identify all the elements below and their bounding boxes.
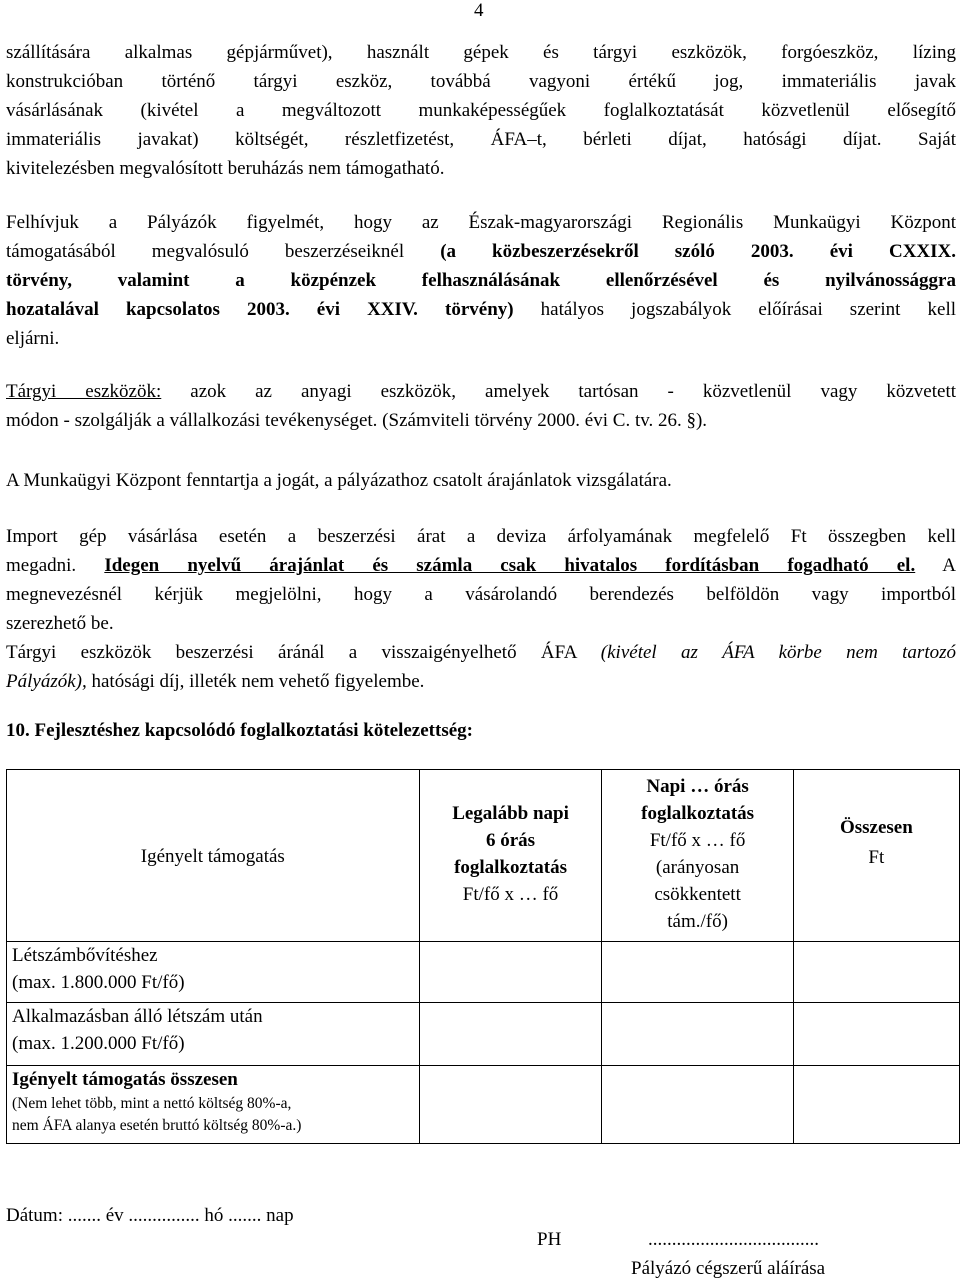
text-line: vásárlásának (kivétel a megváltozott munkaképességűek foglalkoztatását közvetlenül elősegítő	[6, 100, 956, 121]
date-line: Dátum: ....... év ............... hó ....... nap	[6, 1205, 294, 1226]
text-plain: A	[942, 555, 957, 576]
row-label	[7, 1066, 420, 1144]
header-line: Legalább napi	[452, 803, 569, 824]
paragraph-eligibility	[6, 38, 956, 183]
text-line	[6, 377, 956, 406]
text-plain: azok az anyagi eszközök, amelyek tartósan - közvetlenül vagy közvetett	[190, 381, 957, 402]
text-line: A Munkaügyi Központ fenntartja a jogát, a pályázathoz csatolt árajánlatok vizsgálatára.	[6, 470, 672, 491]
text-line: immateriális javakat) költségét, részletfizetést, ÁFA–t, bérleti díjat, hatósági díjat. Saját	[6, 129, 956, 150]
row-line: (max. 1.800.000 Ft/fő)	[12, 972, 185, 993]
table-row	[7, 1003, 960, 1066]
stamp-label: PH	[537, 1229, 562, 1250]
text-plain: támogatásából megvalósuló beszerzéseiknél	[6, 241, 405, 262]
header-line: Ft/fő x … fő	[649, 830, 746, 851]
text-line: Import gép vásárlása esetén a beszerzési árat a deviza árfolyamának megfelelő Ft összegben kell	[6, 526, 956, 547]
section-heading: 10. Fejlesztéshez kapcsolódó foglalkoztatási kötelezettség:	[6, 720, 473, 741]
header-daily-hours	[602, 770, 793, 942]
table-row	[7, 1066, 960, 1144]
row-line: (max. 1.200.000 Ft/fő)	[12, 1033, 185, 1054]
definition-term: Tárgyi eszközök:	[6, 381, 162, 402]
row-note: nem ÁFA alanya esetén bruttó költség 80%-a.)	[12, 1117, 302, 1134]
table-cell[interactable]	[602, 1066, 793, 1144]
text-italic: Pályázók),	[6, 671, 87, 692]
paragraph-procurement	[6, 208, 956, 353]
text-plain: hatályos jogszabályok előírásai szerint kell	[540, 299, 957, 320]
text-line: Felhívjuk a Pályázók figyelmét, hogy az Észak-magyarországi Regionális Munkaügyi Központ	[6, 212, 956, 233]
header-line: Ft	[868, 847, 885, 868]
paragraph-definition	[6, 377, 956, 435]
row-title: Igényelt támogatás összesen	[12, 1069, 238, 1090]
table-cell[interactable]	[602, 1003, 793, 1066]
text-line: kivitelezésben megvalósított beruházás nem támogatható.	[6, 158, 445, 179]
header-requested-support: Igényelt támogatás	[7, 770, 420, 942]
text-line: törvény, valamint a közpénzek felhasználásának ellenőrzésével és nyilvánossággra	[6, 270, 956, 291]
text-italic: (kivétel az ÁFA körbe nem tartozó	[600, 642, 957, 663]
table-cell[interactable]	[793, 1066, 959, 1144]
text-underlined: Idegen nyelvű árajánlat és számla csak hivatalos fordításban fogadható el.	[104, 555, 916, 576]
row-label	[7, 942, 420, 1003]
paragraph-rights	[6, 466, 956, 495]
header-min-6h	[419, 770, 602, 942]
table-cell[interactable]	[419, 942, 602, 1003]
text-line: szállítására alkalmas gépjárművet), használt gépek és tárgyi eszközök, forgóeszköz, lízing	[6, 42, 956, 63]
text-line	[6, 237, 956, 266]
header-total	[793, 770, 959, 942]
row-line: Létszámbővítéshez	[12, 945, 158, 966]
table-cell[interactable]	[419, 1003, 602, 1066]
header-line: Összesen	[839, 817, 913, 838]
text-bold: hozatalával kapcsolatos 2003. évi XXIV. törvény)	[6, 299, 514, 320]
page-number: 4	[474, 0, 484, 21]
row-line: Alkalmazásban álló létszám után	[12, 1006, 263, 1027]
table-row	[7, 942, 960, 1003]
signature-line: ....................................	[648, 1229, 819, 1250]
header-line: csökkentett	[654, 884, 741, 905]
header-line: (arányosan	[655, 857, 740, 878]
employment-table	[6, 769, 960, 1144]
header-line: Napi … órás	[646, 776, 749, 797]
row-label	[7, 1003, 420, 1066]
header-line: 6 órás	[485, 830, 536, 851]
text-line: módon - szolgálják a vállalkozási tevékenységet. (Számviteli törvény 2000. évi C. tv. 26. §).	[6, 410, 708, 431]
text-line	[6, 667, 956, 696]
text-plain: megadni.	[6, 555, 77, 576]
table-cell[interactable]	[602, 942, 793, 1003]
table-cell[interactable]	[793, 942, 959, 1003]
text-bold: (a közbeszerzésekről szóló 2003. évi CXXIX.	[440, 241, 957, 262]
text-line: konstrukcióban történő tárgyi eszköz, továbbá vagyoni értékű jog, immateriális javak	[6, 71, 956, 92]
table-cell[interactable]	[793, 1003, 959, 1066]
header-line: foglalkoztatás	[454, 857, 567, 878]
text-line	[6, 295, 956, 324]
text-line: szerezhető be.	[6, 613, 114, 634]
text-line: megnevezésnél kérjük megjelölni, hogy a vásárolandó berendezés belföldön vagy importból	[6, 584, 956, 605]
table-header-row	[7, 770, 960, 942]
paragraph-import	[6, 522, 956, 696]
text-plain: hatósági díj, illeték nem vehető figyelembe.	[91, 671, 425, 692]
row-note: (Nem lehet több, mint a nettó költség 80%-a,	[12, 1095, 292, 1112]
header-line: foglalkoztatás	[641, 803, 755, 824]
text-line	[6, 551, 956, 580]
table-cell[interactable]	[419, 1066, 602, 1144]
text-line: eljárni.	[6, 328, 60, 349]
text-plain: Tárgyi eszközök beszerzési áránál a visszaigényelhető ÁFA	[6, 642, 577, 663]
header-line: Ft/fő x … fő	[462, 884, 559, 905]
header-line: tám./fő)	[667, 911, 728, 932]
signature-label: Pályázó cégszerű aláírása	[631, 1258, 826, 1279]
text-line	[6, 638, 956, 667]
